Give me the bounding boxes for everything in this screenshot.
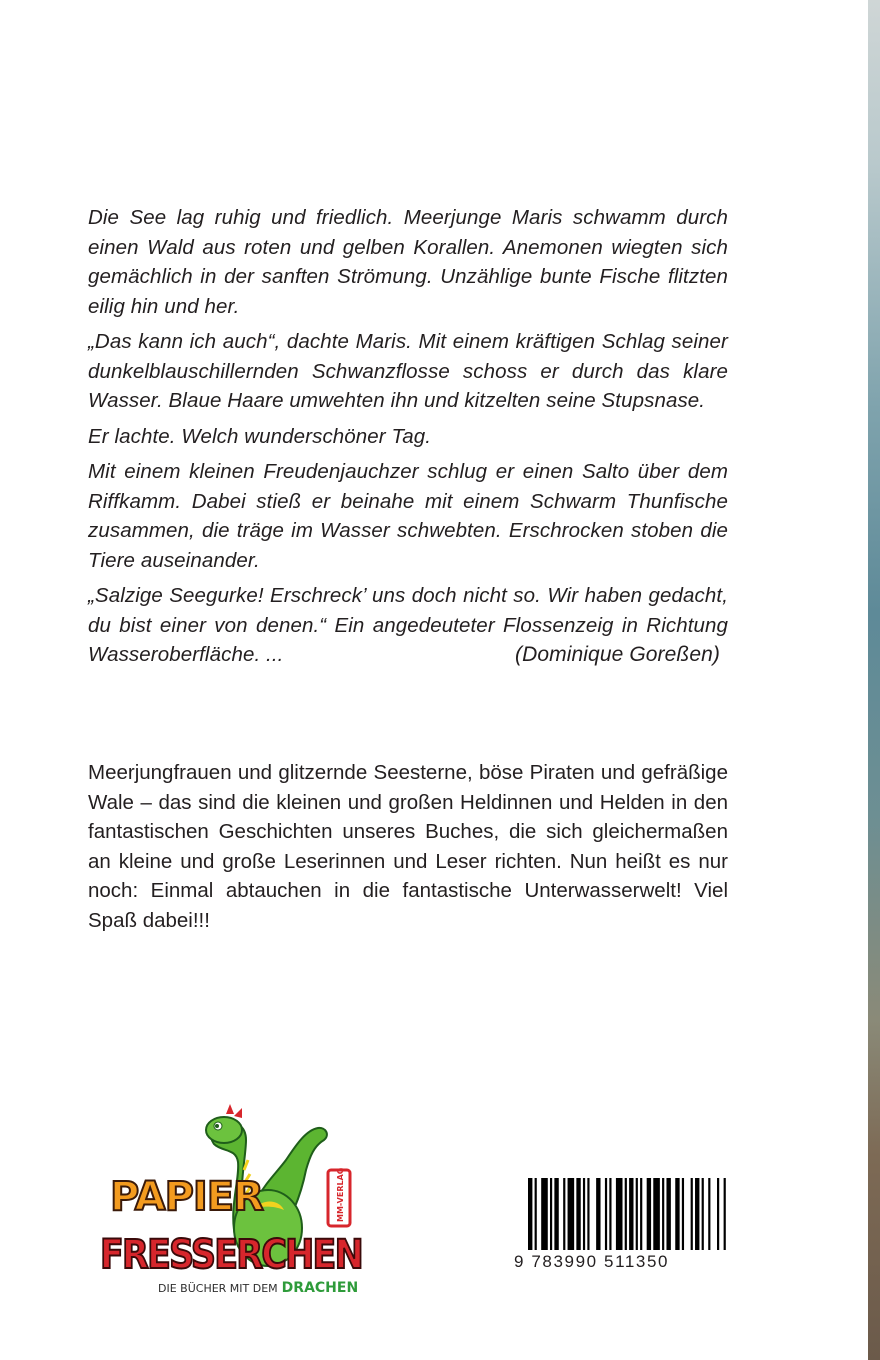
barcode-bar [596, 1178, 600, 1250]
barcode-bar [708, 1178, 710, 1250]
barcode-bar [695, 1178, 699, 1250]
barcode-bar [666, 1178, 670, 1250]
barcode-bar [568, 1178, 575, 1250]
barcode-bar [609, 1178, 611, 1250]
barcode-bar [587, 1178, 589, 1250]
logo-word-fresserchen: FRESSERCHEN [100, 1232, 362, 1278]
barcode-bar [675, 1178, 679, 1250]
excerpt-paragraph-4: Mit einem kleinen Freudenjauchzer schlug er einen Salto über dem Riffkamm. Dabei stieß er beinahe mit einem Schwarm Thunfische zusammen, die träge im Wasser schwebten. Erschrocken stoben die Tiere auseinander. [88, 460, 728, 572]
excerpt-paragraph-2: „Das kann ich auch“, dachte Maris. Mit einem kräftigen Schlag seiner dunkelblauschillernden Schwanzflosse schoss er durch das klare Wasser. Blaue Haare umwehten ihn und kitzelten seine Stupsnase. [88, 330, 728, 412]
imprint-label: MM-VERLAG [336, 1167, 345, 1222]
logo-tagline-highlight: DRACHEN [281, 1280, 359, 1296]
barcode-bar [629, 1178, 633, 1250]
excerpt-paragraph-5 [88, 581, 728, 670]
barcode-bar [616, 1178, 623, 1250]
barcode-bar [702, 1178, 704, 1250]
logo-tagline [158, 1280, 358, 1296]
isbn-barcode [514, 1178, 732, 1274]
barcode-digits: 9 783990 511350 [514, 1252, 670, 1271]
barcode-bar [535, 1178, 537, 1250]
barcode-bar [717, 1178, 719, 1250]
barcode-bar [554, 1178, 558, 1250]
excerpt-paragraph-3: Er lachte. Welch wunderschöner Tag. [88, 424, 432, 448]
logo-tagline-prefix: DIE BÜCHER MIT DEM [158, 1282, 278, 1295]
barcode-bar [691, 1178, 693, 1250]
barcode-bars [528, 1178, 728, 1250]
barcode-bar [640, 1178, 642, 1250]
barcode-bar [662, 1178, 664, 1250]
barcode-bar [682, 1178, 684, 1250]
story-excerpt [88, 203, 728, 676]
barcode-bar [605, 1178, 607, 1250]
barcode-bar [653, 1178, 660, 1250]
excerpt-paragraph-5-text: „Salzige Seegurke! Erschreck’ uns doch nicht so. Wir haben gedacht, du bist einer von denen.“ Ein angedeuteter Flossenzeig in Richtung Wasseroberfläche. ... [88, 584, 728, 666]
logo-word-papier: PAPIER [110, 1174, 263, 1220]
blurb-text: Meerjungfrauen und glitzernde Seesterne, böse Piraten und gefräßige Wale – das sind die kleinen und großen Heldinnen und Helden in den fantastischen Geschichten unseres Buches, die sich gleichermaßen an kleine und große Leserinnen und Leser richten. Nun heißt es nur noch: Einmal abtauchen in die fantastische Unterwasserwelt! Viel Spaß dabei!!! [88, 761, 728, 932]
barcode-bar [583, 1178, 585, 1250]
cover-edge-strip [868, 0, 880, 1360]
barcode-bar [724, 1178, 726, 1250]
book-blurb [88, 758, 728, 935]
barcode-bar [550, 1178, 552, 1250]
excerpt-author: (Dominique Goreßen) [515, 643, 720, 666]
barcode-bar [625, 1178, 627, 1250]
barcode-bar [647, 1178, 651, 1250]
excerpt-paragraph-1: Die See lag ruhig und friedlich. Meerjunge Maris schwamm durch einen Wald aus roten und gelben Korallen. Anemonen wiegten sich gemächlich in der sanften Strömung. Unzählige bunte Fische flitzten eilig hin und her. [88, 206, 728, 318]
barcode-bar [541, 1178, 548, 1250]
publisher-logo [96, 1100, 366, 1305]
barcode-bar [576, 1178, 580, 1250]
barcode-bar [563, 1178, 565, 1250]
barcode-bar [528, 1178, 532, 1250]
barcode-bar [636, 1178, 638, 1250]
